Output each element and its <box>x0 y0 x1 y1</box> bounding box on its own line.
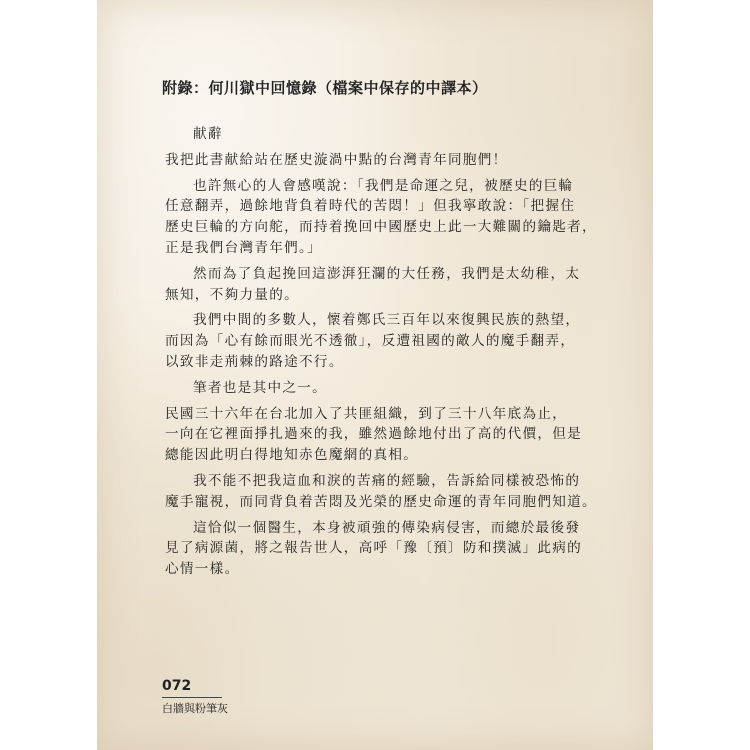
book-title: 白牆與粉筆灰 <box>162 702 228 715</box>
paragraph <box>165 176 597 259</box>
text-line: 正是我們台灣青年們。」 <box>165 239 323 256</box>
text-line: 我把此書献給站在歷史漩渦中點的台灣青年同胞們！ <box>165 151 508 168</box>
text-line: 魔手寵視，而同背負着苦悶及光榮的歷史命運的青年同胞們知道。 <box>165 493 597 510</box>
text-line: 以致非走荊棘的路途不行。 <box>165 353 344 370</box>
paragraph <box>165 264 597 306</box>
text-line: 然而為了負起挽回這澎湃狂瀾的大任務，我們是太幼稚，太 <box>193 265 581 282</box>
text-line: 也許無心的人會感嘆說：「我們是命運之兒，被歷史的巨輪 <box>193 177 574 194</box>
footer-divider <box>162 697 222 698</box>
paragraph <box>165 150 597 171</box>
paragraph <box>165 310 597 372</box>
page-number: 072 <box>162 678 192 694</box>
text-line: 見了病源菌，將之報告世人，高呼「豫〔預〕防和撲滅」此病的 <box>165 540 583 557</box>
text-line: 總能因此明白得地知赤色魔網的真相。 <box>165 447 419 464</box>
section-title: 献辭 <box>193 126 223 142</box>
memoir-body <box>165 124 597 585</box>
paragraph <box>165 378 597 399</box>
text-line: 而因為「心有餘而眼光不透徹」，反遭祖國的敵人的魔手翻弄， <box>165 333 576 350</box>
text-line: 這恰似一個醫生，本身被頑強的傳染病侵害，而總於最後發 <box>193 519 581 536</box>
text-line: 民國三十六年在台北加入了共匪組織，到了三十八年底為止， <box>165 405 568 422</box>
text-line: 任意翻弄，過餘地背負着時代的苦悶！」但我寧敢說：「把握住 <box>165 198 576 215</box>
text-line: 歷史巨輪的方向舵，而持着挽回中國歷史上此一大難關的鑰匙者， <box>165 219 597 236</box>
text-line: 筆者也是其中之一。 <box>193 379 328 396</box>
text-line: 我不能不把我這血和淚的苦痛的經驗，告訴給同樣被恐怖的 <box>193 472 581 489</box>
paragraph-list <box>165 150 597 580</box>
book-page <box>97 0 653 750</box>
text-line: 我們中間的多數人，懷着鄭氏三百年以來復興民族的熱望， <box>193 312 581 329</box>
text-line: 一向在它裡面掙扎過來的我，雖然過餘地付出了高的代價，但是 <box>165 426 583 443</box>
text-line: 無知，不夠力量的。 <box>165 286 300 303</box>
appendix-heading: 附錄：何川獄中回憶錄（檔案中保存的中譯本） <box>162 79 488 97</box>
paragraph <box>165 518 597 580</box>
paragraph <box>165 471 597 513</box>
paragraph <box>165 404 597 466</box>
text-line: 心情一樣。 <box>165 561 240 578</box>
